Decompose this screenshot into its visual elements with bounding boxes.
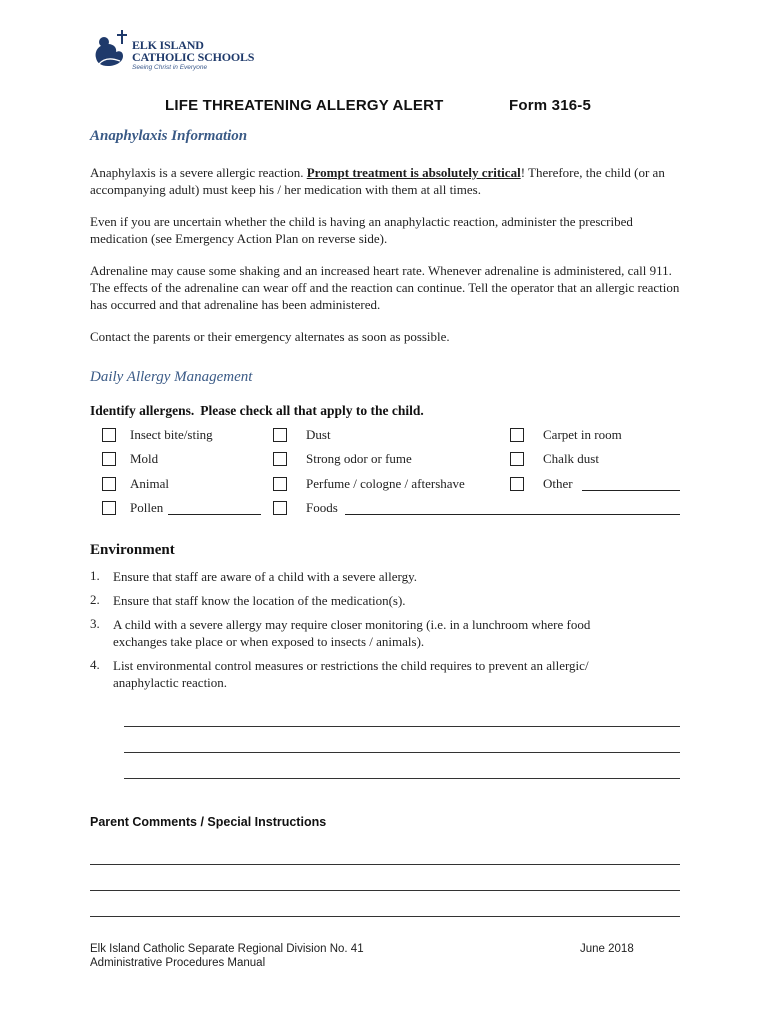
logo-line-2: CATHOLIC SCHOOLS — [132, 50, 255, 64]
environment-heading: Environment — [90, 542, 175, 558]
env-item-4-number: 4. — [90, 657, 100, 672]
env-item-4-text: List environmental control measures or restrictions the child requires to prevent an allergic/ anaphylactic reaction. — [113, 658, 589, 690]
pollen-checkbox[interactable] — [102, 501, 116, 515]
p1-text-b: ! Therefore, the child (or an accompanying adult) must keep his / her medication with them at all times. — [90, 165, 665, 197]
identify-allergens-label — [90, 403, 424, 419]
other-blank[interactable] — [582, 490, 680, 491]
foods-label: Foods — [306, 500, 338, 515]
other-checkbox[interactable] — [510, 477, 524, 491]
env-item-2-text: Ensure that staff know the location of the medication(s). — [113, 593, 406, 608]
comments-write-line-3[interactable] — [90, 916, 680, 917]
chalk-label: Chalk dust — [543, 451, 599, 466]
env-item-1-text: Ensure that staff are aware of a child with a severe allergy. — [113, 569, 418, 584]
animal-checkbox[interactable] — [102, 477, 116, 491]
env-item-3-number: 3. — [90, 616, 100, 631]
p1-emphasis: Prompt treatment is absolutely critical — [306, 165, 521, 180]
dust-checkbox[interactable] — [273, 428, 287, 442]
daily-allergy-heading: Daily Allergy Management — [90, 369, 253, 385]
foods-blank[interactable] — [345, 514, 680, 515]
comments-write-line-1[interactable] — [90, 864, 680, 865]
comments-write-line-2[interactable] — [90, 890, 680, 891]
env-item-3-text: A child with a severe allergy may require closer monitoring (i.e. in a lunchroom where food exchanges take place or when exposed to insects / animals). — [113, 617, 591, 649]
form-title: LIFE THREATENING ALLERGY ALERT — [165, 97, 444, 114]
perfume-checkbox[interactable] — [273, 477, 287, 491]
insect-label: Insect bite/sting — [130, 427, 213, 442]
pollen-blank[interactable] — [168, 514, 261, 515]
dust-label: Dust — [306, 427, 331, 442]
env-write-line-3[interactable] — [124, 778, 680, 779]
foods-checkbox[interactable] — [273, 501, 287, 515]
logo-tagline: Seeing Christ in Everyone — [132, 64, 208, 71]
p1-text-a: Anaphylaxis is a severe allergic reaction. — [90, 165, 307, 180]
carpet-checkbox[interactable] — [510, 428, 524, 442]
carpet-label: Carpet in room — [543, 427, 622, 442]
footer-manual: Administrative Procedures Manual — [90, 957, 266, 969]
school-logo — [90, 28, 260, 74]
env-write-line-2[interactable] — [124, 752, 680, 753]
footer-left — [90, 942, 364, 970]
anaphylaxis-paragraph-3: Adrenaline may cause some shaking and an increased heart rate. Whenever adrenaline is administered, call 911. The effects of the adrenaline can wear off and the reaction can continue. Tell the operator that an allergic reaction has occurred and that adrenaline has been administered. — [90, 263, 680, 312]
perfume-label: Perfume / cologne / aftershave — [306, 476, 465, 491]
check-instruction: Please check all that apply to the child. — [200, 403, 424, 418]
insect-checkbox[interactable] — [102, 428, 116, 442]
anaphylaxis-paragraph-4: Contact the parents or their emergency alternates as soon as possible. — [90, 329, 450, 344]
animal-label: Animal — [130, 476, 169, 491]
mold-checkbox[interactable] — [102, 452, 116, 466]
odor-checkbox[interactable] — [273, 452, 287, 466]
pollen-label: Pollen — [130, 500, 164, 515]
form-number: Form 316-5 — [509, 97, 592, 114]
anaphylaxis-heading: Anaphylaxis Information — [90, 128, 248, 144]
chalk-checkbox[interactable] — [510, 452, 524, 466]
footer-division: Elk Island Catholic Separate Regional Division No. 41 — [90, 943, 364, 955]
identify-text: Identify allergens. — [90, 403, 195, 418]
mold-label: Mold — [130, 451, 159, 466]
anaphylaxis-paragraph-1 — [90, 164, 690, 198]
footer-date: June 2018 — [580, 943, 634, 955]
env-item-1-number: 1. — [90, 568, 100, 583]
odor-label: Strong odor or fume — [306, 451, 412, 466]
env-write-line-1[interactable] — [124, 726, 680, 727]
school-logo-icon — [90, 28, 134, 72]
anaphylaxis-paragraph-2: Even if you are uncertain whether the child is having an anaphylactic reaction, administer the prescribed medication (see Emergency Action Plan on reverse side). — [90, 214, 633, 246]
other-label: Other — [543, 476, 573, 491]
logo-line-1: ELK ISLAND — [132, 38, 204, 52]
parent-comments-heading: Parent Comments / Special Instructions — [90, 815, 327, 829]
env-item-2-number: 2. — [90, 592, 100, 607]
